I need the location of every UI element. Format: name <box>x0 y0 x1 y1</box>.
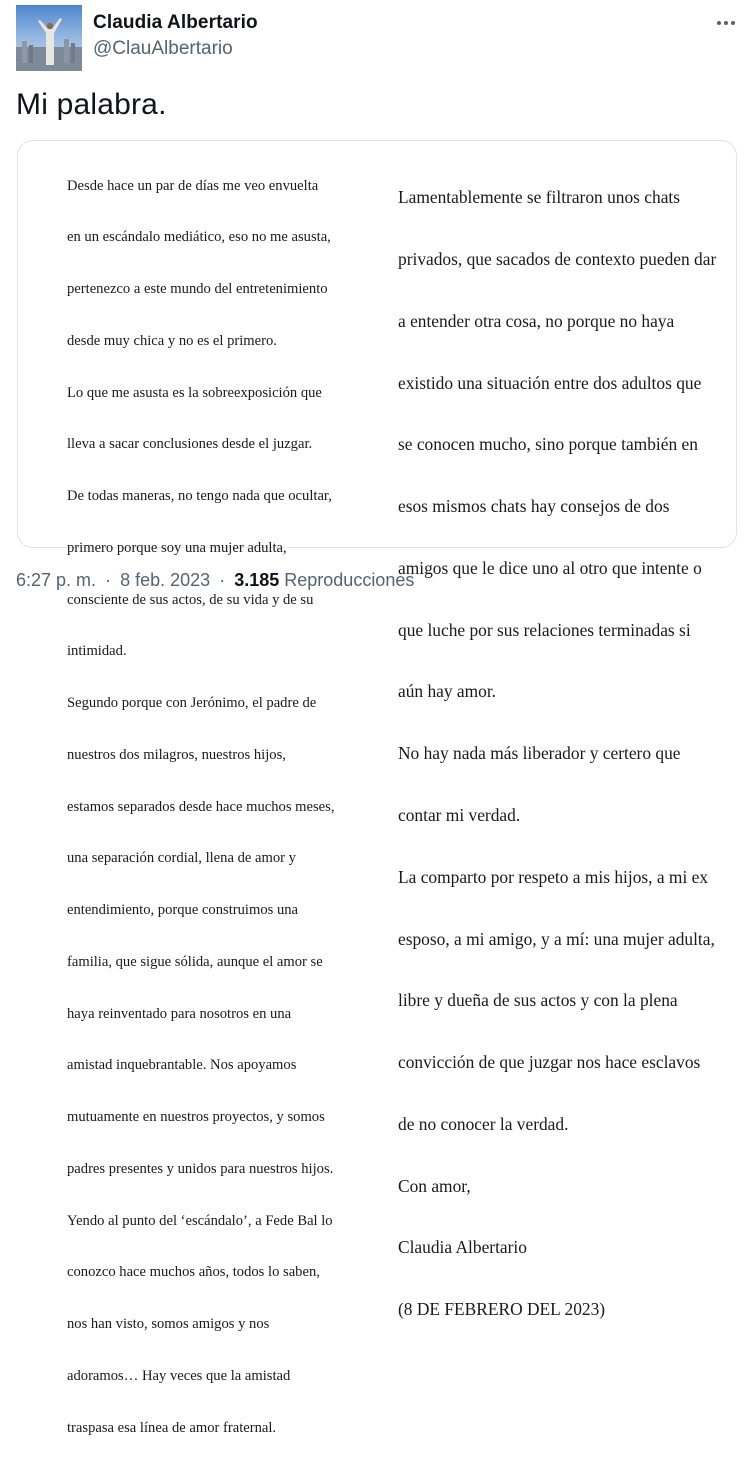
statement-line: mutuamente en nuestros proyectos, y somos <box>67 1109 325 1125</box>
statement-line: existido una situación entre dos adultos que <box>398 372 702 393</box>
statement-line: Lo que me asusta es la sobreexposición que <box>67 384 322 401</box>
statement-line: amigos que le dice uno al otro que intente o <box>398 557 702 578</box>
statement-line: Segundo porque con Jerónimo, el padre de <box>67 695 317 711</box>
statement-line: No hay nada más liberador y certero que <box>398 743 681 764</box>
statement-line: familia, que sigue sólida, aunque el amor se <box>67 953 323 970</box>
tweet-meta <box>16 570 414 591</box>
statement-line: esposo, a mi amigo, y a mí: una mujer adulta, <box>398 928 715 949</box>
statement-line: nos han visto, somos amigos y nos <box>67 1316 270 1332</box>
statement-line: aún hay amor. <box>398 681 497 702</box>
statement-line: desde muy chica y no es el primero. <box>67 332 277 349</box>
statement-line: intimidad. <box>67 643 127 660</box>
statement-line: (8 DE FEBRERO DEL 2023) <box>398 1299 606 1320</box>
statement-line: amistad inquebrantable. Nos apoyamos <box>67 1057 297 1074</box>
statement-line: contar mi verdad. <box>398 805 521 825</box>
statement-line: que luche por sus relaciones terminadas si <box>398 619 691 640</box>
profile-photo-avatar-icon <box>16 5 82 71</box>
statement-line: privados, que sacados de contexto pueden dar <box>398 248 717 269</box>
statement-line: pertenezco a este mundo del entretenimiento <box>67 281 328 297</box>
more-horizontal-icon <box>731 21 735 25</box>
statement-line: lleva a sacar conclusiones desde el juzgar. <box>67 436 313 453</box>
statement-line: entendimiento, porque construimos una <box>67 902 299 918</box>
statement-line: traspasa esa línea de amor fraternal. <box>67 1419 277 1436</box>
statement-line: primero porque soy una mujer adulta, <box>67 539 287 556</box>
statement-line: a entender otra cosa, no porque no haya <box>398 310 675 331</box>
statement-line: en un escándalo mediático, eso no me asusta, <box>67 229 331 246</box>
statement-line: estamos separados desde hace muchos meses, <box>67 798 335 815</box>
statement-line: una separación cordial, llena de amor y <box>67 850 296 867</box>
meta-separator: · <box>219 570 226 590</box>
more-horizontal-icon <box>724 21 728 25</box>
statement-left-column <box>67 143 334 1471</box>
tweet-text: Mi palabra. <box>16 88 167 121</box>
user-handle[interactable]: @ClauAlbertario <box>93 38 233 59</box>
statement-line: de no conocer la verdad. <box>398 1113 569 1134</box>
avatar[interactable] <box>16 5 82 71</box>
meta-separator: · <box>105 570 112 590</box>
tweet-time[interactable]: 6:27 p. m. <box>16 570 97 590</box>
statement-line: nuestros dos milagros, nuestros hijos, <box>67 746 286 763</box>
statement-line: haya reinventado para nosotros en una <box>67 1005 292 1022</box>
statement-line: se conocen mucho, sino porque también en <box>398 434 698 455</box>
statement-line: adoramos… Hay veces que la amistad <box>67 1367 291 1384</box>
statement-line: consciente de sus actos, de su vida y de su <box>67 591 314 608</box>
statement-line: Lamentablemente se filtraron unos chats <box>398 187 681 208</box>
statement-line: libre y dueña de sus actos y con la plena <box>398 990 678 1011</box>
more-options-button[interactable] <box>712 12 740 34</box>
views-label: Reproducciones <box>284 570 415 590</box>
statement-line: esos mismos chats hay consejos de dos <box>398 496 670 517</box>
statement-line: convicción de que juzgar nos hace esclavos <box>398 1052 701 1073</box>
statement-line: La comparto por respeto a mis hijos, a mi ex <box>398 866 709 887</box>
statement-line: Con amor, <box>398 1175 471 1196</box>
display-name[interactable]: Claudia Albertario <box>93 12 258 33</box>
statement-line: Yendo al punto del ‘escándalo’, a Fede Bal lo <box>67 1212 333 1229</box>
statement-line: Claudia Albertario <box>398 1237 527 1258</box>
statement-line: De todas maneras, no tengo nada que ocultar, <box>67 488 332 504</box>
tweet-date[interactable]: 8 feb. 2023 <box>120 570 211 590</box>
statement-line: conozco hace muchos años, todos lo saben, <box>67 1264 320 1281</box>
views-count: 3.185 <box>234 570 280 590</box>
statement-right-column <box>398 146 716 1361</box>
more-horizontal-icon <box>717 21 721 25</box>
statement-line: Desde hace un par de días me veo envuelta <box>67 177 319 194</box>
statement-line: padres presentes y unidos para nuestros hijos. <box>67 1160 334 1177</box>
